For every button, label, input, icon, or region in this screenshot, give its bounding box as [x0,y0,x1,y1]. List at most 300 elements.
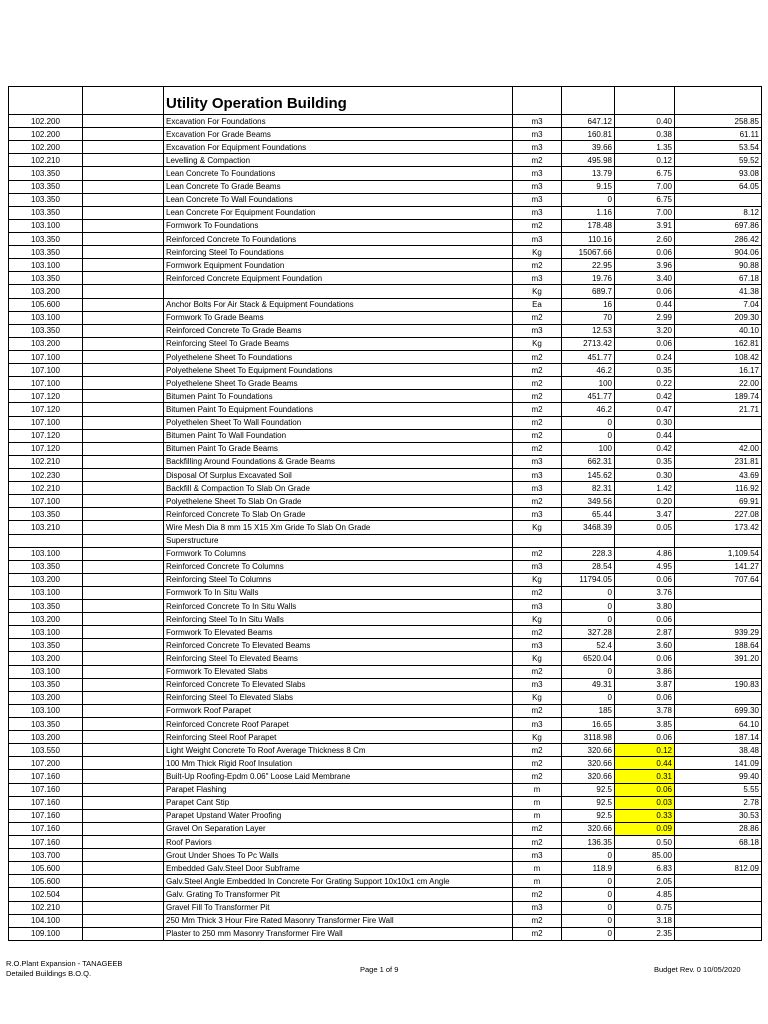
amount-cell [675,875,762,888]
rate-cell: 0.03 [615,796,675,809]
table-row [9,704,762,717]
unit-cell: m3 [513,678,562,691]
unit-cell: m3 [513,232,562,245]
quantity-cell: 178.48 [562,219,615,232]
table-row [9,731,762,744]
footer-page-number: Page 1 of 9 [360,965,399,974]
unit-cell: m3 [513,180,562,193]
table-row [9,259,762,272]
table-row [9,285,762,298]
table-row [9,652,762,665]
item-code-cell: 105.600 [9,862,83,875]
amount-cell: 231.81 [675,455,762,468]
amount-cell: 187.14 [675,731,762,744]
amount-cell: 53.54 [675,141,762,154]
rate-cell: 0.35 [615,364,675,377]
description-cell: Backfilling Around Foundations & Grade Beams [164,455,513,468]
amount-cell: 286.42 [675,232,762,245]
unit-cell: Kg [513,613,562,626]
quantity-cell: 11794.05 [562,573,615,586]
rate-cell: 3.76 [615,586,675,599]
rate-cell: 2.99 [615,311,675,324]
amount-cell: 41.38 [675,285,762,298]
rate-cell: 0.44 [615,757,675,770]
blank-cell [83,849,164,862]
rate-cell: 0.44 [615,429,675,442]
item-code-cell: 102.210 [9,482,83,495]
rate-cell: 85.00 [615,849,675,862]
unit-cell: m2 [513,626,562,639]
quantity-cell: 327.28 [562,626,615,639]
quantity-cell: 22.95 [562,259,615,272]
rate-cell: 4.95 [615,560,675,573]
unit-cell: Kg [513,285,562,298]
rate-cell: 7.00 [615,206,675,219]
item-code-cell: 103.350 [9,600,83,613]
unit-cell: Ea [513,298,562,311]
item-code-cell: 103.350 [9,180,83,193]
blank-cell [83,246,164,259]
unit-cell: m3 [513,455,562,468]
unit-cell: m2 [513,350,562,363]
amount-cell: 90.88 [675,259,762,272]
footer-revision: Budget Rev. 0 10/05/2020 [654,965,741,974]
title-row [9,87,762,115]
quantity-cell: 70 [562,311,615,324]
unit-cell: m3 [513,560,562,573]
unit-cell: m [513,875,562,888]
amount-cell: 61.11 [675,128,762,141]
item-code-cell: 103.350 [9,193,83,206]
table-row [9,442,762,455]
amount-cell: 812.09 [675,862,762,875]
amount-cell: 116.92 [675,482,762,495]
description-cell: Reinforced Concrete To Foundations [164,232,513,245]
rate-cell: 0.38 [615,128,675,141]
quantity-cell: 0 [562,914,615,927]
amount-cell: 2.78 [675,796,762,809]
blank-cell [83,429,164,442]
quantity-cell: 6520.04 [562,652,615,665]
table-row [9,508,762,521]
item-code-cell: 103.210 [9,521,83,534]
rate-cell: 0.22 [615,377,675,390]
title-qty-cell [562,87,615,115]
table-row [9,390,762,403]
table-row [9,495,762,508]
description-cell: Parapet Flashing [164,783,513,796]
rate-cell: 2.05 [615,875,675,888]
blank-cell [83,455,164,468]
table-row [9,180,762,193]
quantity-cell: 0 [562,875,615,888]
table-row [9,416,762,429]
quantity-cell: 0 [562,613,615,626]
quantity-cell: 16 [562,298,615,311]
table-row [9,429,762,442]
item-code-cell: 103.350 [9,639,83,652]
item-code-cell: 107.100 [9,495,83,508]
table-row [9,115,762,128]
unit-cell: Kg [513,246,562,259]
blank-cell [83,639,164,652]
quantity-cell: 52.4 [562,639,615,652]
blank-cell [83,193,164,206]
unit-cell: m2 [513,377,562,390]
item-code-cell: 107.120 [9,442,83,455]
description-cell: Formwork To Foundations [164,219,513,232]
item-code-cell: 103.200 [9,652,83,665]
quantity-cell: 46.2 [562,403,615,416]
table-row [9,888,762,901]
blank-cell [83,232,164,245]
quantity-cell: 92.5 [562,783,615,796]
amount-cell: 28.86 [675,822,762,835]
unit-cell: m2 [513,836,562,849]
unit-cell: m [513,809,562,822]
blank-cell [83,324,164,337]
description-cell: Polyethelene Sheet To Equipment Foundations [164,364,513,377]
rate-cell: 0.06 [615,652,675,665]
quantity-cell [562,534,615,547]
description-cell: Reinforcing Steel To Foundations [164,246,513,259]
blank-cell [83,468,164,481]
table-row [9,836,762,849]
amount-cell [675,613,762,626]
unit-cell: m3 [513,141,562,154]
item-code-cell: 103.200 [9,731,83,744]
description-cell: Backfill & Compaction To Slab On Grade [164,482,513,495]
unit-cell: m3 [513,639,562,652]
description-cell: Bitumen Paint To Grade Beams [164,442,513,455]
quantity-cell: 12.53 [562,324,615,337]
description-cell: Reinforcing Steel To Grade Beams [164,337,513,350]
quantity-cell: 92.5 [562,809,615,822]
rate-cell: 3.40 [615,272,675,285]
description-cell [164,285,513,298]
table-row [9,639,762,652]
amount-cell: 7.04 [675,298,762,311]
description-cell: Reinforced Concrete To Elevated Beams [164,639,513,652]
blank-cell [83,744,164,757]
blank-cell [83,508,164,521]
description-cell: Grout Under Shoes To Pc Walls [164,849,513,862]
blank-cell [83,836,164,849]
amount-cell [675,914,762,927]
quantity-cell: 320.66 [562,770,615,783]
quantity-cell: 451.77 [562,390,615,403]
item-code-cell: 105.600 [9,298,83,311]
table-row [9,613,762,626]
item-code-cell: 103.350 [9,678,83,691]
description-cell: Formwork To Columns [164,547,513,560]
amount-cell: 391.20 [675,652,762,665]
unit-cell: m3 [513,508,562,521]
description-cell: Plaster to 250 mm Masonry Transformer Fire Wall [164,927,513,940]
title-code-cell [9,87,83,115]
description-cell: Reinforced Concrete To Grade Beams [164,324,513,337]
quantity-cell: 662.31 [562,455,615,468]
blank-cell [83,652,164,665]
blank-cell [83,298,164,311]
table-row [9,141,762,154]
table-row [9,167,762,180]
amount-cell: 43.69 [675,468,762,481]
table-row [9,311,762,324]
rate-cell: 0.06 [615,783,675,796]
description-cell: Formwork To Elevated Beams [164,626,513,639]
rate-cell: 0.47 [615,403,675,416]
blank-cell [83,586,164,599]
blank-cell [83,534,164,547]
unit-cell: m [513,862,562,875]
description-cell: Galv.Steel Angle Embedded In Concrete For Grating Support 10x10x1 cm Angle [164,875,513,888]
description-cell: Wire Mesh Dia 8 mm 15 X15 Xm Gride To Slab On Grade [164,521,513,534]
item-code-cell: 103.100 [9,219,83,232]
rate-cell: 0.30 [615,468,675,481]
description-cell: Excavation For Equipment Foundations [164,141,513,154]
quantity-cell: 0 [562,665,615,678]
item-code-cell: 103.350 [9,560,83,573]
unit-cell: m3 [513,167,562,180]
description-cell: Lean Concrete To Foundations [164,167,513,180]
description-cell: Light Weight Concrete To Roof Average Thickness 8 Cm [164,744,513,757]
blank-cell [83,482,164,495]
amount-cell [675,901,762,914]
quantity-cell: 118.9 [562,862,615,875]
unit-cell: m2 [513,927,562,940]
quantity-cell: 451.77 [562,350,615,363]
title-rate-cell [615,87,675,115]
unit-cell: m2 [513,364,562,377]
quantity-cell: 0 [562,901,615,914]
rate-cell: 1.42 [615,482,675,495]
quantity-cell: 39.66 [562,141,615,154]
description-cell: Embedded Galv.Steel Door Subframe [164,862,513,875]
rate-cell: 3.87 [615,678,675,691]
item-code-cell: 102.200 [9,141,83,154]
quantity-cell: 647.12 [562,115,615,128]
rate-cell [615,534,675,547]
quantity-cell: 3468.39 [562,521,615,534]
table-row [9,350,762,363]
item-code-cell: 102.230 [9,468,83,481]
table-row [9,482,762,495]
amount-cell [675,600,762,613]
rate-cell: 2.60 [615,232,675,245]
unit-cell: m3 [513,849,562,862]
amount-cell: 64.05 [675,180,762,193]
amount-cell [675,691,762,704]
unit-cell: m3 [513,482,562,495]
item-code-cell: 103.350 [9,324,83,337]
rate-cell: 0.06 [615,731,675,744]
description-cell: Lean Concrete For Equipment Foundation [164,206,513,219]
rate-cell: 0.50 [615,836,675,849]
table-row [9,403,762,416]
unit-cell: m3 [513,193,562,206]
unit-cell: Kg [513,731,562,744]
amount-cell: 21.71 [675,403,762,416]
quantity-cell: 0 [562,888,615,901]
footer-project: R.O.Plant Expansion - TANAGEEB [6,959,123,968]
blank-cell [83,691,164,704]
amount-cell: 1,109.54 [675,547,762,560]
table-row [9,560,762,573]
item-code-cell: 107.120 [9,390,83,403]
title-unit-cell [513,87,562,115]
blank-cell [83,796,164,809]
footer-document: Detailed Buildings B.O.Q. [6,969,92,978]
footer-left [6,959,122,979]
rate-cell: 0.42 [615,442,675,455]
rate-cell: 0.42 [615,390,675,403]
table-row [9,377,762,390]
unit-cell: m2 [513,704,562,717]
quantity-cell: 0 [562,691,615,704]
item-code-cell: 107.160 [9,783,83,796]
table-row [9,718,762,731]
rate-cell: 0.06 [615,573,675,586]
quantity-cell: 15067.66 [562,246,615,259]
quantity-cell: 136.35 [562,836,615,849]
quantity-cell: 92.5 [562,796,615,809]
description-cell: Galv. Grating To Transformer Pit [164,888,513,901]
description-cell: Bitumen Paint To Wall Foundation [164,429,513,442]
rate-cell: 0.75 [615,901,675,914]
rate-cell: 3.20 [615,324,675,337]
unit-cell: m3 [513,272,562,285]
table-row [9,678,762,691]
table-row [9,534,762,547]
rate-cell: 0.05 [615,521,675,534]
table-row [9,206,762,219]
blank-cell [83,600,164,613]
amount-cell [675,534,762,547]
table-row [9,232,762,245]
quantity-cell: 100 [562,442,615,455]
unit-cell: m2 [513,429,562,442]
amount-cell: 68.18 [675,836,762,849]
quantity-cell: 110.16 [562,232,615,245]
item-code-cell: 103.100 [9,259,83,272]
table-row [9,193,762,206]
rate-cell: 3.18 [615,914,675,927]
unit-cell: m2 [513,586,562,599]
rate-cell: 2.35 [615,927,675,940]
blank-cell [83,678,164,691]
description-cell: Built-Up Roofing-Epdm 0.06" Loose Laid Membrane [164,770,513,783]
description-cell: Lean Concrete To Grade Beams [164,180,513,193]
amount-cell: 707.64 [675,573,762,586]
rate-cell: 0.06 [615,246,675,259]
rate-cell: 3.86 [615,665,675,678]
quantity-cell: 100 [562,377,615,390]
item-code-cell: 103.350 [9,272,83,285]
quantity-cell: 19.76 [562,272,615,285]
description-cell: Levelling & Compaction [164,154,513,167]
table-row [9,521,762,534]
item-code-cell: 103.100 [9,586,83,599]
rate-cell: 0.12 [615,744,675,757]
item-code-cell: 107.100 [9,377,83,390]
unit-cell: Kg [513,521,562,534]
blank-cell [83,914,164,927]
quantity-cell: 16.65 [562,718,615,731]
unit-cell: Kg [513,337,562,350]
item-code-cell: 107.120 [9,403,83,416]
quantity-cell: 349.56 [562,495,615,508]
unit-cell: m2 [513,757,562,770]
amount-cell: 59.52 [675,154,762,167]
description-cell: Reinforcing Steel Roof Parapet [164,731,513,744]
amount-cell [675,586,762,599]
amount-cell: 697.86 [675,219,762,232]
quantity-cell: 0 [562,849,615,862]
rate-cell: 0.20 [615,495,675,508]
rate-cell: 0.09 [615,822,675,835]
item-code-cell: 109.100 [9,927,83,940]
quantity-cell: 3118.98 [562,731,615,744]
blank-cell [83,167,164,180]
unit-cell: m3 [513,600,562,613]
blank-cell [83,573,164,586]
quantity-cell: 0 [562,416,615,429]
description-cell: Excavation For Grade Beams [164,128,513,141]
table-row [9,586,762,599]
item-code-cell: 103.350 [9,718,83,731]
unit-cell: m2 [513,914,562,927]
amount-cell: 64.10 [675,718,762,731]
description-cell: Bitumen Paint To Foundations [164,390,513,403]
unit-cell: m2 [513,403,562,416]
description-cell: Polyethelene Sheet To Slab On Grade [164,495,513,508]
quantity-cell: 0 [562,429,615,442]
item-code-cell: 102.210 [9,154,83,167]
item-code-cell: 103.700 [9,849,83,862]
item-code-cell: 107.120 [9,429,83,442]
blank-cell [83,390,164,403]
description-cell: Anchor Bolts For Air Stack & Equipment Foundations [164,298,513,311]
blank-cell [83,901,164,914]
description-cell: Gravel On Separation Layer [164,822,513,835]
rate-cell: 3.85 [615,718,675,731]
table-row [9,770,762,783]
table-row [9,626,762,639]
blank-cell [83,180,164,193]
blank-cell [83,822,164,835]
amount-cell: 67.18 [675,272,762,285]
boq-table-body [9,87,762,941]
quantity-cell: 13.79 [562,167,615,180]
amount-cell: 162.81 [675,337,762,350]
amount-cell: 22.00 [675,377,762,390]
amount-cell: 108.42 [675,350,762,363]
table-row [9,298,762,311]
blank-cell [83,206,164,219]
unit-cell: m2 [513,547,562,560]
item-code-cell: 102.210 [9,901,83,914]
unit-cell: Kg [513,573,562,586]
blank-cell [83,377,164,390]
unit-cell: m2 [513,219,562,232]
blank-cell [83,560,164,573]
table-row [9,128,762,141]
description-cell: Parapet Cant Stip [164,796,513,809]
rate-cell: 6.83 [615,862,675,875]
unit-cell: Kg [513,652,562,665]
item-code-cell: 107.100 [9,364,83,377]
